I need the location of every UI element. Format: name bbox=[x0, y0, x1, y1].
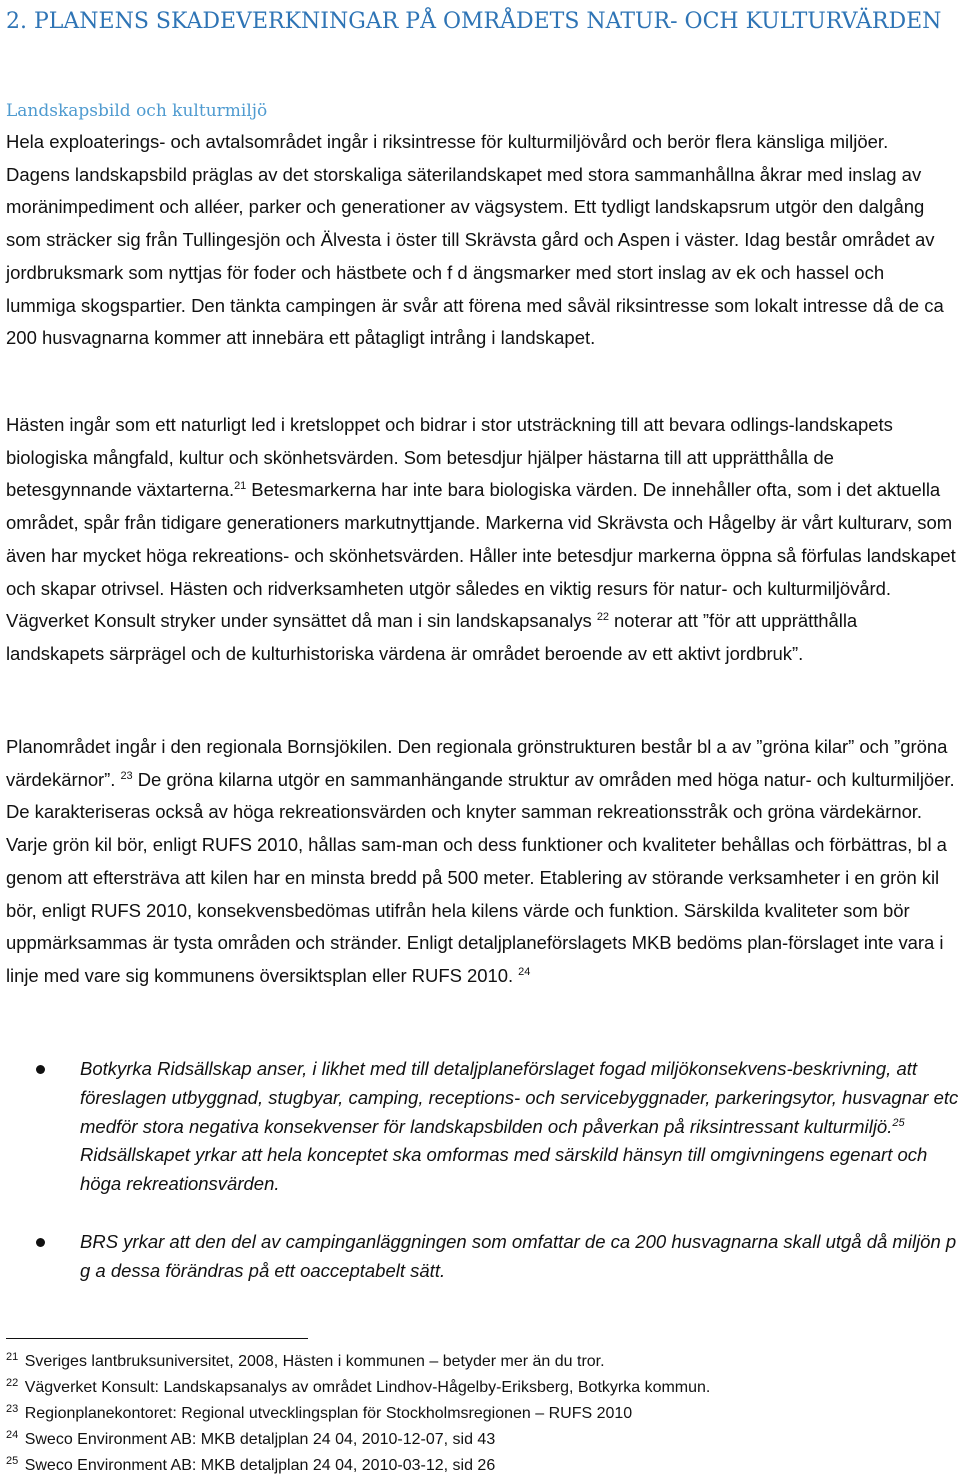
paragraph-text: De gröna kilarna utgör en sammanhängande struktur av områden med höga natur- och kulturmiljöer. De karakteriseras också av höga rekreationsvärden och knyter samman rekreationsstråk och gröna värdekärnor. Varje grön kil bör, enligt RUFS 2010, hållas sam-man och dess funktioner och kvaliteter behållas och förbättras, bl a genom att eftersträva att kilen har en minsta bredd på 500 meter. Etablering av störande verksamheter i en grön kil bör, enligt RUFS 2010, konsekvensbedömas utifrån hela kilens värde och funktion. Särskilda kvaliteter som bör uppmärksammas är tysta områden och stränder. Enligt detaljplaneförslagets MKB bedöms plan-förslaget inte vara i linje med vare sig kommunens översiktsplan eller RUFS 2010. bbox=[6, 768, 955, 986]
footnote-number: 24 bbox=[6, 1428, 19, 1441]
bullet-text-part: Botkyrka Ridsällskap anser, i likhet med till detaljplaneförslaget fogad miljökonsekvens-beskrivning, att föreslagen utbyggnad, stugbyar, camping, receptions- och servicebyggnader, parkeringsytor, husvagnar etc medför stora negativa konsekvenser för landskapsbilden och påverkan på riksintressant kulturmiljö. bbox=[80, 1058, 959, 1137]
footnote-text: Sweco Environment AB: MKB detaljplan 24 04, 2010-12-07, sid 43 bbox=[24, 1431, 496, 1448]
paragraph-text: Planområdet ingår i den regionala Bornsjökilen. Den regionala grönstrukturen består bl a av ”gröna kilar” och ”gröna värdekärnor”. bbox=[6, 736, 948, 790]
footnote-number: 21 bbox=[6, 1350, 19, 1363]
footnote bbox=[6, 1430, 956, 1450]
footnote-reference[interactable]: 22 bbox=[596, 611, 609, 624]
footnote-text: Vägverket Konsult: Landskapsanalys av området Lindhov-Hågelby-Eriksberg, Botkyrka kommun. bbox=[24, 1379, 711, 1396]
bullet-dot-icon bbox=[36, 1238, 45, 1247]
paragraph-text: Hela exploaterings- och avtalsområdet ingår i riksintresse för kulturmiljövård och berör flera känsliga miljöer. Dagens landskapsbild präglas av det storskaliga säterilandskapet med stora sammanhållna åkrar med inslag av moränimpediment och alléer, parker och generationer av vägsystem. Ett tydligt landskapsrum utgör den dalgång som sträcker sig från Tullingesjön och Älvesta i öster till Skrävsta gård och Aspen i väster. Idag består området av jordbruksmark som nyttjas för foder och hästbete och f d ängsmarker med stort inslag av ek och hassel och lummiga skogspartier. Den tänkta campingen är svår att förena med såväl riksintresse som lokalt intresse då de ca 200 husvagnarna kommer att innebära ett påtagligt intrång i landskapet. bbox=[6, 131, 944, 349]
paragraph-text: noterar att ”för att upprätthålla landskapets särprägel och de kulturhistoriska värdena är området beroende av ett aktivt jordbruk”. bbox=[6, 610, 858, 664]
footnote bbox=[6, 1352, 956, 1372]
paragraph-text: Betesmarkerna har inte bara biologiska värden. De innehåller ofta, som i det aktuella området, spår från tidigare generationers markutnyttjande. Markerna vid Skrävsta och Hågelby är vårt kulturarv, som även har mycket höga rekreations- och skönhetsvärden. Håller inte betesdjur markerna öppna så förfulas landskapet och skapar otrivsel. Hästen och ridverksamheten utgör således en viktig resurs för natur- och kulturmiljövård. Vägverket Konsult stryker under synsättet då man i sin landskapsanalys bbox=[6, 479, 956, 632]
bullet-item bbox=[0, 1228, 960, 1288]
subsection-heading: Landskapsbild och kulturmiljö bbox=[6, 101, 268, 121]
paragraph-horses bbox=[6, 409, 956, 671]
bullet-dot-icon bbox=[36, 1065, 45, 1074]
footnote-number: 22 bbox=[6, 1376, 19, 1389]
bullet-text: BRS yrkar att den del av campinganläggningen som omfattar de ca 200 husvagnarna skall utgå då miljön p g a dessa förändras på ett oacceptabelt sätt. bbox=[80, 1231, 957, 1281]
footnote-reference[interactable]: 25 bbox=[892, 1116, 905, 1129]
paragraph-text: Hästen ingår som ett naturligt led i kretsloppet och bidrar i stor utsträckning till att bevara odlings-landskapets biologiska mångfald, kultur och skönhetsvärden. Som betesdjur hjälper hästarna till att upprätthålla de betesgynnande växtarterna. bbox=[6, 414, 893, 501]
footnote-number: 25 bbox=[6, 1454, 19, 1467]
bullet-text-part: Ridsällskapet yrkar att hela konceptet ska omformas med särskild hänsyn till omgivningens egenart och höga rekreationsvärden. bbox=[80, 1144, 928, 1195]
footnote bbox=[6, 1404, 956, 1424]
footnote-reference[interactable]: 21 bbox=[234, 480, 247, 493]
footnote-reference[interactable]: 24 bbox=[518, 965, 531, 978]
footnote-separator bbox=[6, 1338, 308, 1339]
bullet-item bbox=[0, 1055, 960, 1205]
paragraph-green-wedge bbox=[6, 731, 956, 993]
footnote-text: Sweco Environment AB: MKB detaljplan 24 04, 2010-03-12, sid 26 bbox=[24, 1457, 496, 1474]
footnote-reference[interactable]: 23 bbox=[120, 769, 133, 782]
footnote-number: 23 bbox=[6, 1402, 19, 1415]
section-heading: 2. PLANENS SKADEVERKNINGAR PÅ OMRÅDETS NATUR- OCH KULTURVÄRDEN bbox=[6, 9, 942, 34]
bullet-text bbox=[80, 1055, 960, 1199]
footnote bbox=[6, 1456, 956, 1476]
footnote-text: Sveriges lantbruksuniversitet, 2008, Hästen i kommunen – betyder mer än du tror. bbox=[24, 1353, 605, 1370]
footnote bbox=[6, 1378, 956, 1398]
footnote-text: Regionplanekontoret: Regional utvecklingsplan för Stockholmsregionen – RUFS 2010 bbox=[24, 1405, 633, 1422]
paragraph-landscape bbox=[6, 126, 956, 355]
